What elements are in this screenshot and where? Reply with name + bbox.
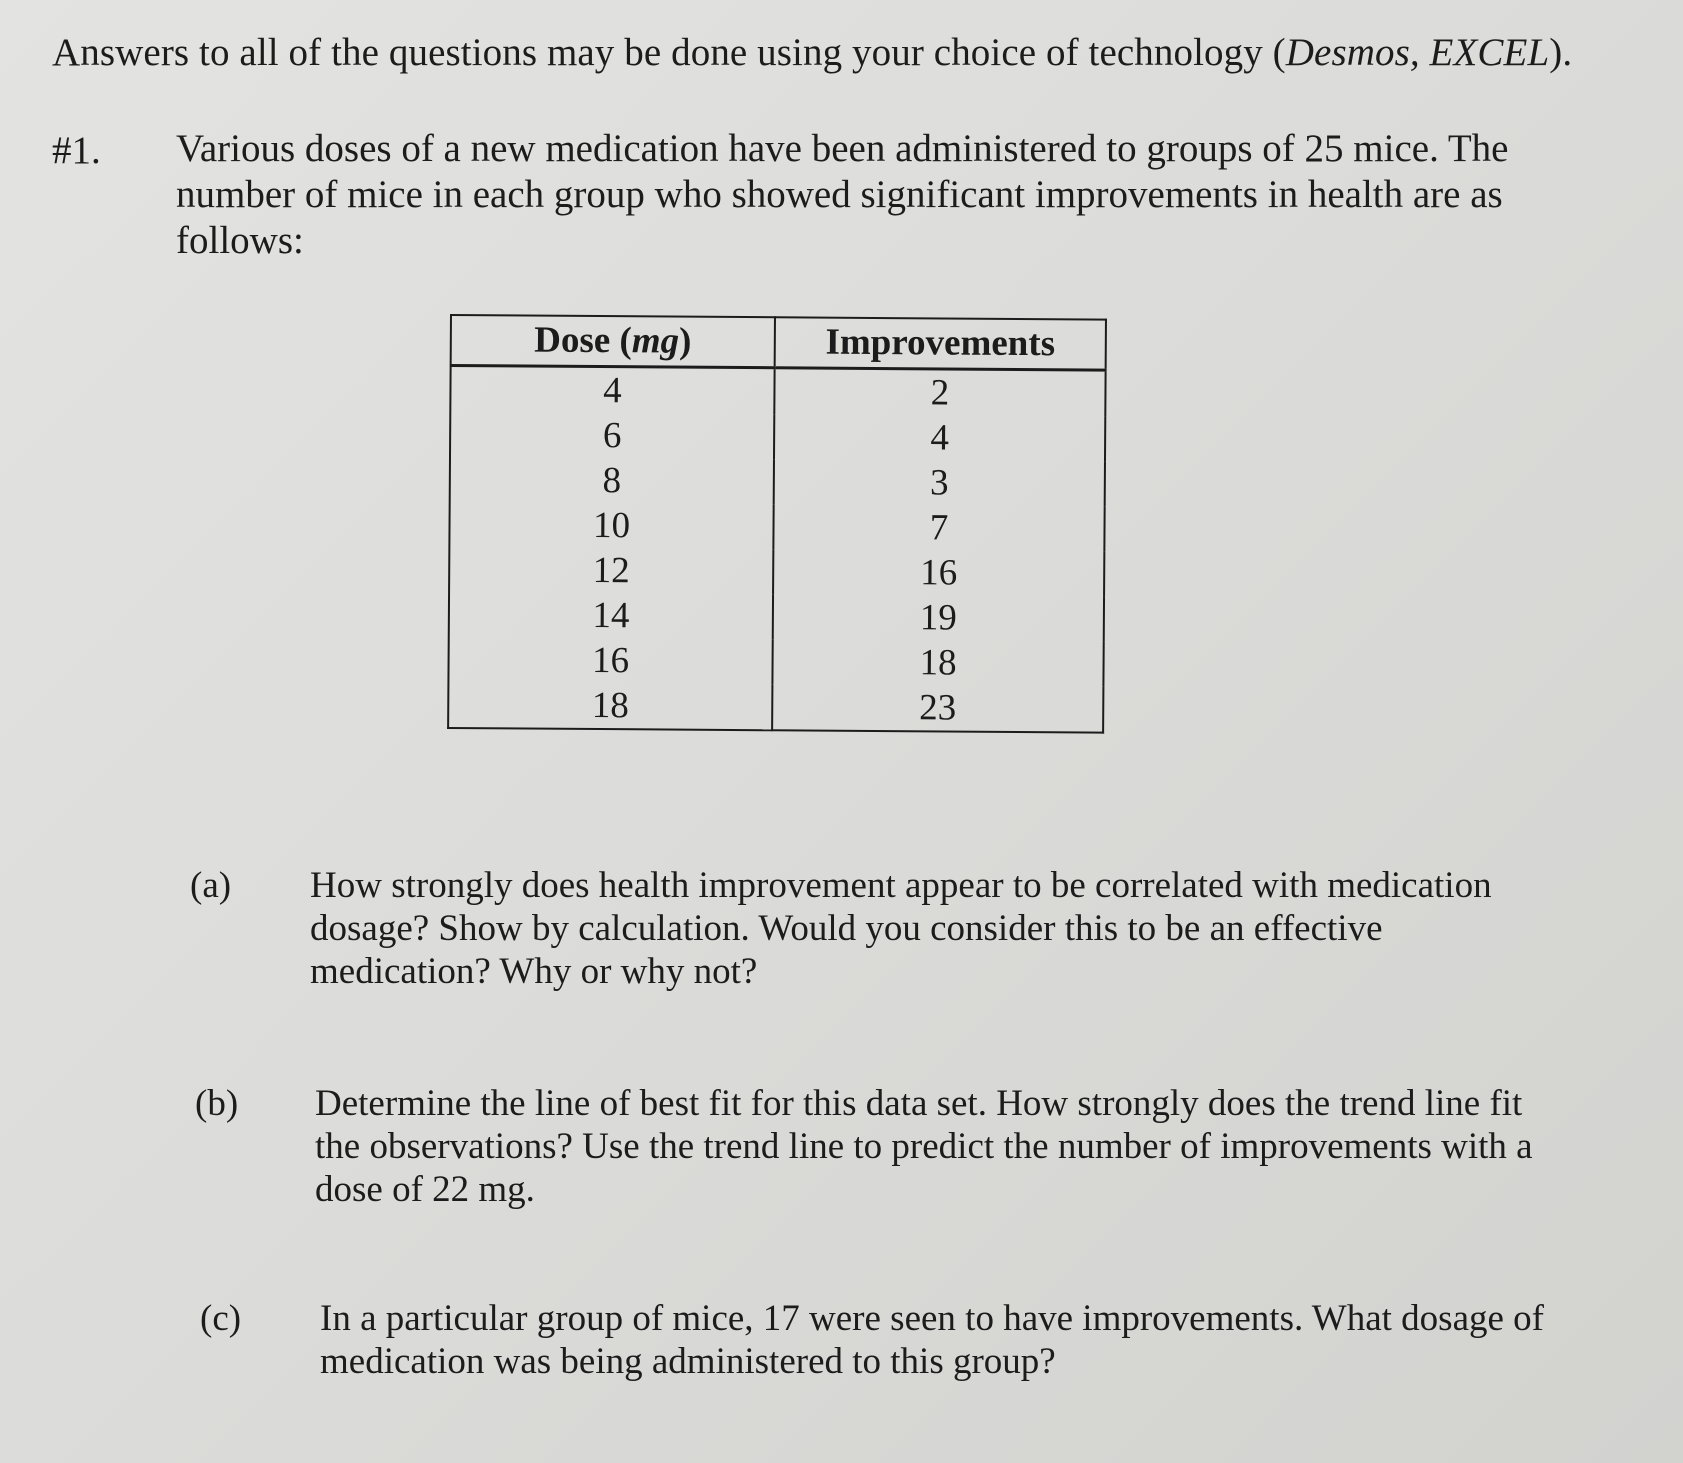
dose-cell: 12 [449, 547, 773, 594]
improvements-column-header: Improvements [775, 317, 1106, 370]
table-row [450, 412, 1105, 462]
dose-cell: 10 [449, 502, 773, 549]
part-c-label: (c) [200, 1298, 242, 1339]
improvements-cell: 2 [774, 368, 1105, 417]
part-a-label: (a) [190, 865, 232, 906]
dose-cell: 18 [448, 682, 772, 730]
table-row [450, 366, 1105, 417]
table-row [449, 592, 1104, 642]
instructions-prefix: Answers to all of the questions may be done using your choice of technology ( [52, 31, 1286, 74]
improvements-cell: 4 [774, 414, 1105, 461]
table-row [449, 502, 1104, 552]
dose-cell: 14 [449, 592, 773, 639]
improvements-cell: 3 [774, 459, 1105, 506]
part-a-text: How strongly does health improvement appear to be correlated with medication dosage? Show by calculation. Would you consider this to be an effective medication? Why or why not? [310, 865, 1492, 992]
table-row [448, 637, 1103, 687]
improvements-cell: 7 [773, 504, 1104, 551]
instructions-tools: Desmos, EXCEL [1285, 31, 1550, 74]
table-row [448, 682, 1103, 733]
dose-cell: 4 [450, 366, 774, 415]
dose-improvement-table [447, 314, 1107, 734]
part-b-text: Determine the line of best fit for this data set. How strongly does the trend line fit the observations? Use the trend line to predict the number of improvements with a dose of 22 mg. [315, 1083, 1533, 1210]
improvements-cell: 19 [773, 594, 1104, 641]
dose-cell: 8 [450, 457, 774, 504]
dose-cell: 6 [450, 412, 774, 459]
part-b-label: (b) [195, 1083, 239, 1124]
instructions-line [52, 30, 1572, 75]
dose-cell: 16 [448, 637, 772, 684]
instructions-suffix: ). [1549, 31, 1573, 74]
improvements-cell: 23 [772, 684, 1103, 732]
improvements-cell: 16 [773, 549, 1104, 596]
question-number: #1. [52, 129, 101, 172]
question-text: Various doses of a new medication have been administered to groups of 25 mice. The number of mice in each group who showed significant improvements in health are as follows: [176, 127, 1509, 262]
table-header-row [451, 315, 1106, 370]
part-c-text: In a particular group of mice, 17 were seen to have improvements. What dosage of medication was being administered to this group? [320, 1298, 1544, 1382]
improvements-cell: 18 [772, 639, 1103, 686]
table-row [450, 457, 1105, 507]
table-row [449, 547, 1104, 597]
dose-column-header: Dose (mg) [451, 315, 775, 368]
